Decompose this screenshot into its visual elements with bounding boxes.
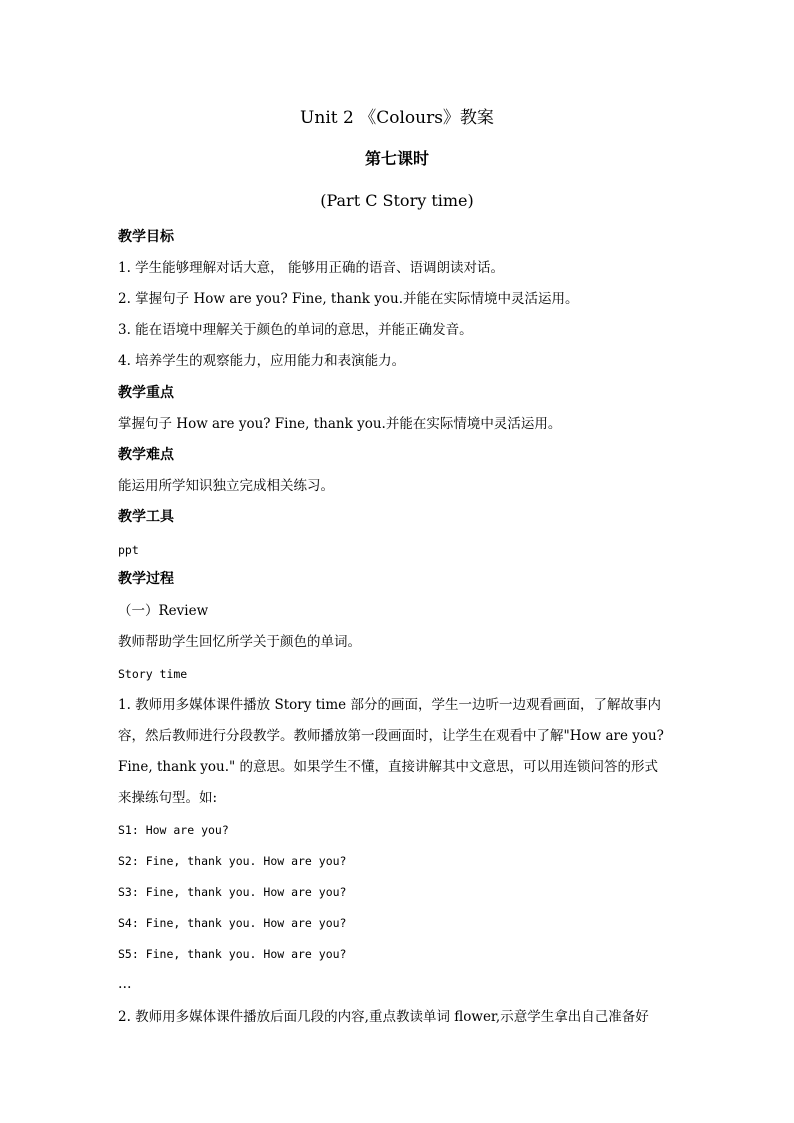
dialogue-line: S3: Fine, thank you. How are you?	[118, 885, 347, 899]
objective-item: 1. 学生能够理解对话大意， 能够用正确的语音、语调朗读对话。	[118, 260, 504, 276]
difficulties-text: 能运用所学知识独立完成相关练习。	[118, 478, 334, 494]
paragraph-line: 来操练句型。如:	[118, 790, 218, 806]
objectives-heading: 教学目标	[118, 229, 174, 245]
objective-item: 4. 培养学生的观察能力，应用能力和表演能力。	[118, 353, 406, 369]
dialogue-line: S4: Fine, thank you. How are you?	[118, 916, 347, 930]
review-text: 教师帮助学生回忆所学关于颜色的单词。	[118, 634, 361, 650]
tools-heading: 教学工具	[118, 509, 174, 525]
objective-item: 3. 能在语境中理解关于颜色的单词的意思，并能正确发音。	[118, 322, 473, 338]
review-step: （一）Review	[118, 603, 209, 619]
dialogue-line: S5: Fine, thank you. How are you?	[118, 947, 347, 961]
tools-text: ppt	[118, 543, 139, 557]
story-time-label: Story time	[118, 667, 188, 681]
key-points-heading: 教学重点	[118, 385, 174, 401]
paragraph-line: Fine, thank you." 的意思。如果学生不懂，直接讲解其中文意思，可以用连锁问答的形式	[118, 759, 659, 775]
part-title: (Part C Story time)	[320, 191, 474, 210]
paragraph-line: 1. 教师用多媒体课件播放 Story time 部分的画面，学生一边听一边观看画面，了解故事内	[118, 697, 661, 713]
lesson-number: 第七课时	[364, 149, 429, 168]
dialogue-line: S2: Fine, thank you. How are you?	[118, 854, 347, 868]
process-heading: 教学过程	[118, 571, 174, 587]
ellipsis: …	[118, 976, 132, 992]
difficulties-heading: 教学难点	[118, 447, 174, 463]
paragraph-line: 2. 教师用多媒体课件播放后面几段的内容,重点教读单词 flower,示意学生拿出自己准备好	[118, 1009, 649, 1025]
key-points-text: 掌握句子 How are you? Fine, thank you.并能在实际情境中灵活运用。	[118, 416, 562, 432]
document-title: Unit 2 《Colours》教案	[300, 108, 494, 128]
objective-item: 2. 掌握句子 How are you? Fine, thank you.并能在实际情境中灵活运用。	[118, 291, 579, 307]
dialogue-line: S1: How are you?	[118, 823, 229, 837]
paragraph-line: 容，然后教师进行分段教学。教师播放第一段画面时，让学生在观看中了解"How are you?	[118, 728, 664, 744]
